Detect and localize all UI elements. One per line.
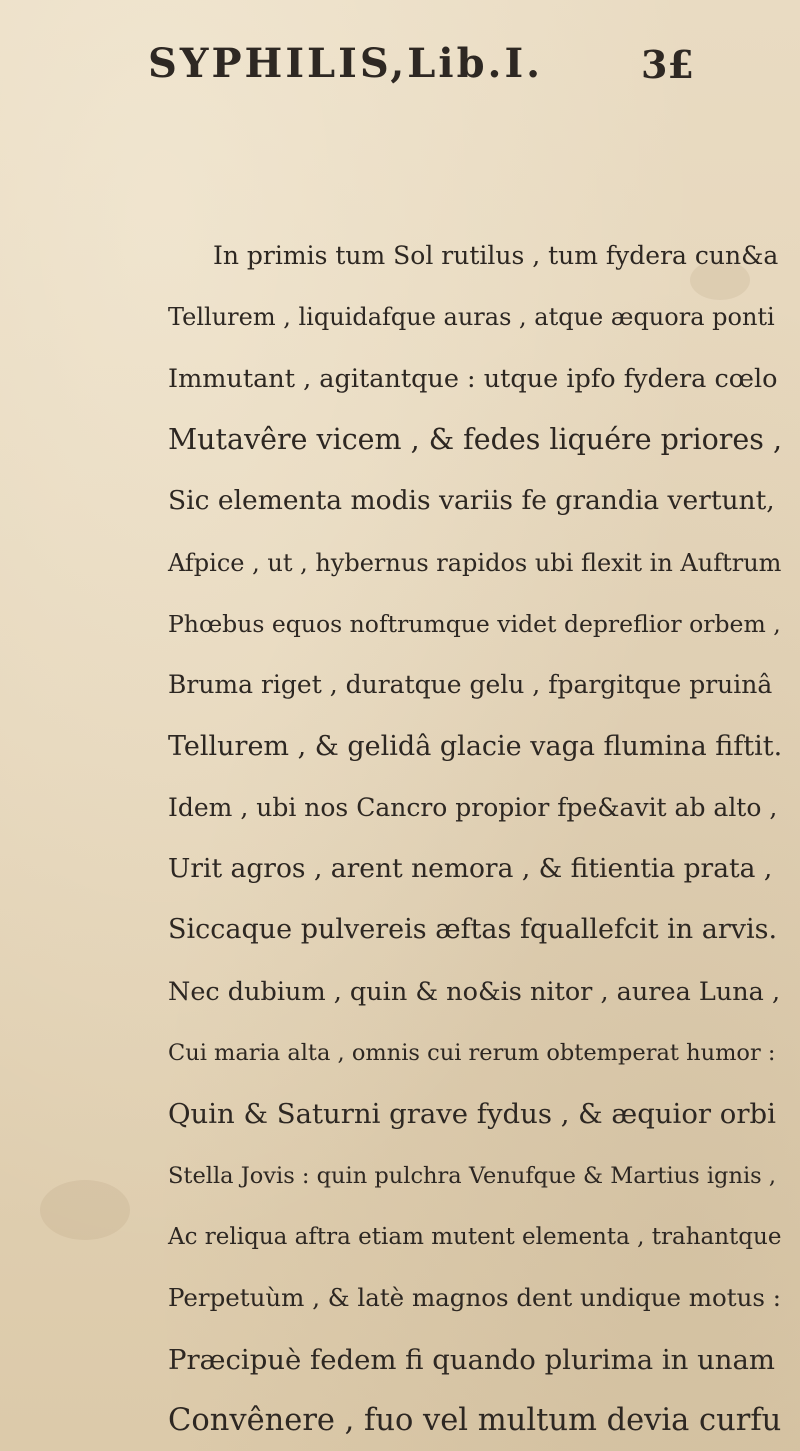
verse-line: Tellurem , & gelidâ glacie vaga flumina fiftit. <box>168 730 783 762</box>
verse-line: Phœbus equos noftrumque videt depreflior orbem , <box>168 609 781 638</box>
page-header <box>0 28 800 88</box>
page-number: 3£ <box>641 42 694 87</box>
running-title: SYPHILIS,Lib.I. <box>148 40 544 87</box>
verse-line: Ac reliqua aftra etiam mutent elementa , trahantque <box>168 1224 782 1251</box>
verse-line: Afpice , ut , hybernus rapidos ubi flexit in Auftrum <box>168 548 782 577</box>
verse-line: Stella Jovis : quin pulchra Venufque & Martius ignis , <box>168 1162 776 1189</box>
verse-line: Immutant , agitantque : utque ipfo fydera cœlo <box>168 363 778 394</box>
verse-line: Siccaque pulvereis æftas fquallefcit in arvis. <box>168 914 778 946</box>
verse-line: In primis tum Sol rutilus , tum fydera cun&a <box>213 241 779 270</box>
verse-line: Urit agros , arent nemora , & fitientia prata , <box>168 853 773 885</box>
verse-line: Cui maria alta , omnis cui rerum obtemperat humor : <box>168 1040 776 1067</box>
verse-line: Tellurem , liquidafque auras , atque æquora ponti <box>168 303 775 332</box>
verse-line: Mutavêre vicem , & fedes liquére priores , <box>168 422 783 456</box>
verse-line: Præcipuè fedem fi quando plurima in unam <box>168 1343 775 1376</box>
verse-line: Quin & Saturni grave fydus , & æquior orbi <box>168 1098 776 1131</box>
verse-line: Nec dubium , quin & no&is nitor , aurea Luna , <box>168 976 781 1007</box>
verse-line: Convênere , fuo vel multum devia curfu <box>168 1403 782 1438</box>
verse-line: Bruma riget , duratque gelu , fpargitque pruinâ <box>168 670 773 700</box>
verse-line: Sic elementa modis variis fe grandia vertunt, <box>168 485 775 517</box>
paper-stain <box>40 1180 130 1240</box>
verse-line: Perpetuùm , & latè magnos dent undique motus : <box>168 1283 782 1313</box>
verse-line: Idem , ubi nos Cancro propior fpe&avit ab alto , <box>168 792 778 822</box>
